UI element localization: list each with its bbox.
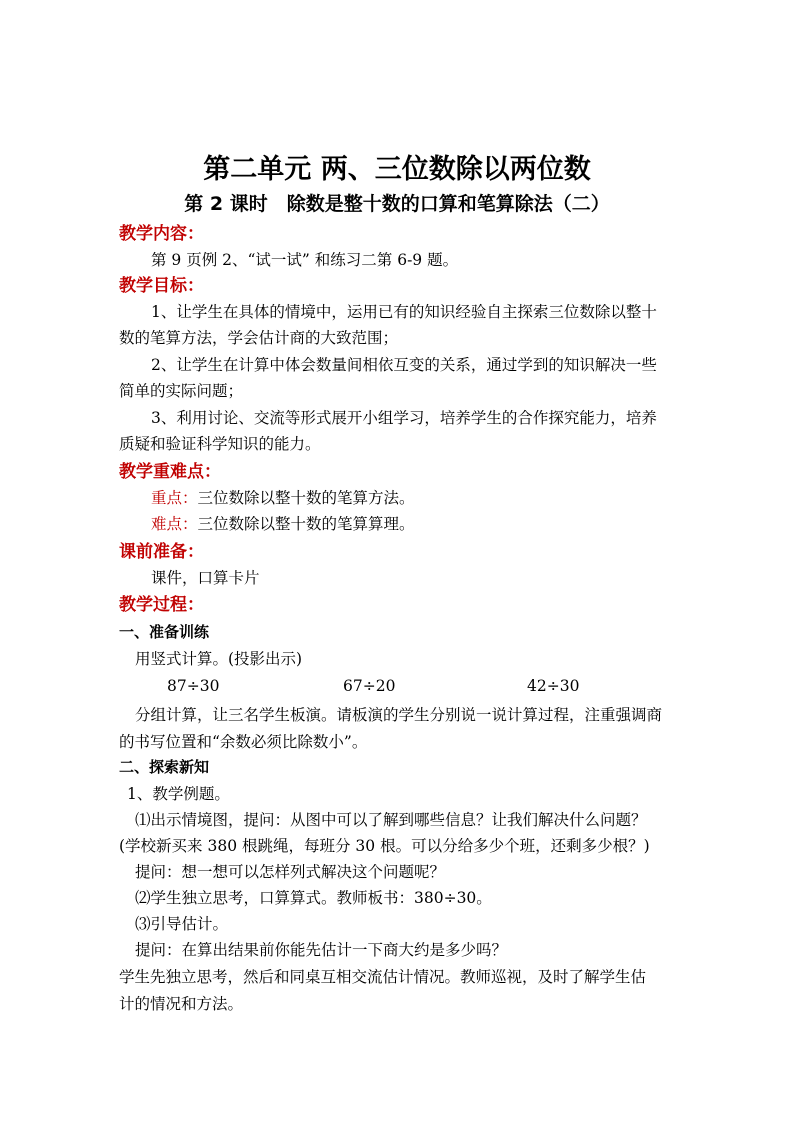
section-2-p1-line-1: ⑴出示情境图，提问：从图中可以了解到哪些信息？让我们解决什么问题？ xyxy=(135,811,647,829)
difficult-point-line xyxy=(151,514,415,534)
section-2-p6-line-2: 计的情况和方法。 xyxy=(119,995,244,1013)
process-heading: 教学过程： xyxy=(119,595,204,615)
key-point-line xyxy=(151,488,415,508)
goal-3-line-1: 3、利用讨论、交流等形式展开小组学习，培养学生的合作探究能力，培养 xyxy=(151,409,657,427)
teaching-content-text: 第 9 页例 2、“试一试” 和练习二第 6-9 题。 xyxy=(151,251,459,269)
section-2-p1-line-2: (学校新买来 380 根跳绳，每班分 30 根。可以分给多少个班，还剩多少根？) xyxy=(119,837,650,855)
section-2-title: 二、探索新知 xyxy=(119,758,210,776)
section-1-title: 一、准备训练 xyxy=(119,623,210,641)
preparation-heading: 课前准备： xyxy=(119,542,204,562)
preparation-text: 课件，口算卡片 xyxy=(151,569,260,587)
goal-2-line-2: 简单的实际问题； xyxy=(119,382,244,400)
section-2-p2: 提问：想一想可以怎样列式解决这个问题呢？ xyxy=(135,863,446,881)
goal-3-line-2: 质疑和验证科学知识的能力。 xyxy=(119,435,321,453)
expression-3: 42÷30 xyxy=(527,677,580,695)
document-title: 第二单元 两、三位数除以两位数 xyxy=(203,154,591,185)
difficult-point-text: 三位数除以整十数的笔算算理。 xyxy=(197,515,415,533)
expression-1: 87÷30 xyxy=(167,677,220,695)
key-point-text: 三位数除以整十数的笔算方法。 xyxy=(197,489,415,507)
key-point-label: 重点： xyxy=(151,489,198,507)
section-1-text-line-2: 的书写位置和“余数必须比除数小”。 xyxy=(119,733,368,751)
difficult-point-label: 难点： xyxy=(151,515,198,533)
goal-1-line-2: 数的笔算方法，学会估计商的大致范围； xyxy=(119,329,399,347)
section-2-item-1: 1、教学例题。 xyxy=(127,785,230,803)
section-1-text-line-1: 分组计算，让三名学生板演。请板演的学生分别说一说计算过程，注重强调商 xyxy=(135,706,663,724)
goal-2-line-1: 2、让学生在计算中体会数量间相依互变的关系，通过学到的知识解决一些 xyxy=(151,356,657,374)
goal-1-line-1: 1、让学生在具体的情境中，运用已有的知识经验自主探索三位数除以整十 xyxy=(151,303,657,321)
section-1-intro: 用竖式计算。(投影出示) xyxy=(135,650,303,668)
section-2-p4: ⑶引导估计。 xyxy=(135,915,229,933)
section-2-p5: 提问：在算出结果前你能先估计一下商大约是多少吗？ xyxy=(135,941,508,959)
teaching-goals-heading: 教学目标： xyxy=(119,276,204,296)
section-2-p6-line-1: 学生先独立思考，然后和同桌互相交流估计情况。教师巡视，及时了解学生估 xyxy=(119,968,647,986)
section-2-p3: ⑵学生独立思考，口算算式。教师板书：380÷30。 xyxy=(135,889,492,907)
lesson-subtitle: 第 2 课时 除数是整十数的口算和笔算除法（二） xyxy=(184,193,610,215)
expression-2: 67÷20 xyxy=(343,677,396,695)
key-points-heading: 教学重难点： xyxy=(119,462,221,482)
teaching-content-heading: 教学内容： xyxy=(119,224,204,244)
